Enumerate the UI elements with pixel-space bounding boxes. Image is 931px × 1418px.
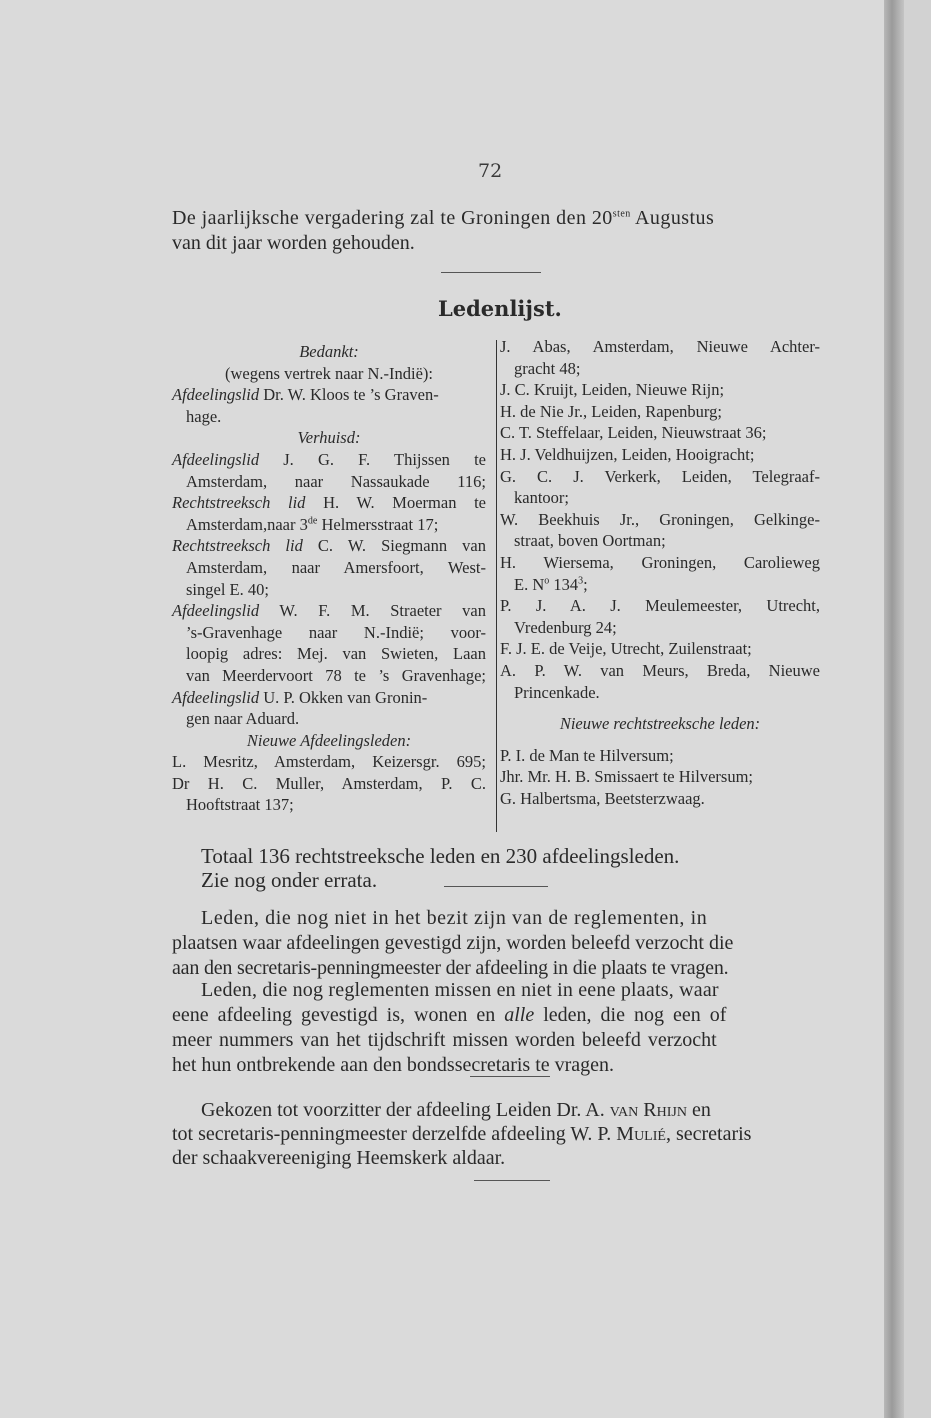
- paragraph-2-line-4: het hun ontbrekende aan den bondssecretaris te vragen.: [172, 1054, 615, 1076]
- list-item-cont: gen naar Aduard.: [186, 709, 300, 729]
- list-item-cont: Amsterdam, naar Amersfoort, West-: [186, 557, 486, 577]
- list-item: H. de Nie Jr., Leiden, Rapenburg;: [500, 401, 722, 421]
- list-item-cont: ’s-Gravenhage naar N.-Indië; voor-: [186, 622, 486, 642]
- list-item-cont: Princenkade.: [514, 682, 600, 702]
- list-item-cont: Hooftstraat 137;: [186, 795, 294, 815]
- paragraph-2-line-1: Leden, die nog reglementen missen en niet in eene plaats, waar: [201, 979, 719, 1001]
- list-item: J. C. Kruijt, Leiden, Nieuwe Rijn;: [500, 380, 725, 400]
- list-item: Dr H. C. Muller, Amsterdam, P. C.: [172, 773, 486, 793]
- list-item: G. Halbertsma, Beetsterzwaag.: [500, 788, 705, 808]
- intro-line-2: van dit jaar worden gehouden.: [172, 232, 415, 254]
- list-item: Afdeelingslid J. G. F. Thijssen te: [172, 449, 486, 469]
- right-column: [500, 336, 820, 809]
- list-item: J. Abas, Amsterdam, Nieuwe Achter-: [500, 337, 820, 356]
- list-item: Rechtstreeksch lid H. W. Moerman te: [172, 493, 487, 513]
- divider-rule: [470, 1076, 550, 1077]
- paragraph-1-line-1: Leden, die nog niet in het bezit zijn van de reglementen, in: [201, 907, 708, 929]
- nieuwe-afdeelingsleden-heading: Nieuwe Afdeelingsleden:: [246, 730, 412, 750]
- list-item: Rechtstreeksch lid C. W. Siegmann van: [172, 536, 486, 556]
- list-item: H. Wiersema, Groningen, Carolieweg: [500, 552, 820, 572]
- list-item: Afdeelingslid U. P. Okken van Gronin-: [172, 687, 428, 707]
- verhuisd-heading: Verhuisd:: [297, 428, 361, 448]
- intro-line-1: De jaarlijksche vergadering zal te Groningen den $20^{sten}$ Augustus: [172, 207, 715, 229]
- list-item: Afdeelingslid W. F. M. Straeter van: [172, 601, 486, 621]
- list-item-cont: straat, boven Oortman;: [514, 531, 666, 551]
- list-item-cont: loopig adres: Mej. van Swieten, Laan: [186, 644, 486, 664]
- list-item-cont: Vredenburg 24;: [514, 617, 617, 637]
- list-item: C. T. Steffelaar, Leiden, Nieuwstraat 36;: [500, 423, 767, 443]
- divider-rule: [441, 272, 541, 273]
- list-item-cont: hage.: [186, 406, 222, 426]
- list-item: W. Beekhuis Jr., Groningen, Gelkinge-: [500, 509, 820, 529]
- list-item: H. J. Veldhuijzen, Leiden, Hooigracht;: [500, 444, 755, 464]
- bedankt-heading: Bedankt:: [299, 342, 359, 361]
- list-item-cont: singel E. 40;: [186, 579, 269, 599]
- section-heading: Ledenlijst.: [438, 296, 562, 321]
- totaal-line: Totaal 136 rechtstreeksche leden en 230 afdeelingsleden.: [201, 844, 680, 868]
- list-item-cont: gracht 48;: [514, 358, 581, 378]
- list-item: L. Mesritz, Amsterdam, Keizersgr. 695;: [172, 752, 486, 772]
- list-item: Afdeelingslid Dr. W. Kloos te ’s Graven-: [172, 385, 439, 405]
- divider-rule: [474, 1180, 550, 1181]
- list-item: G. C. J. Verkerk, Leiden, Telegraaf-: [500, 466, 820, 486]
- paragraph-1-line-3: aan den secretaris-penningmeester der afdeeling in die plaats te vragen.: [172, 957, 729, 979]
- left-column: [172, 341, 486, 816]
- errata-note: Zie nog onder errata.: [201, 868, 378, 892]
- divider-rule: [444, 886, 548, 887]
- paragraph-3-line-2: tot secretaris-penningmeester derzelfde afdeeling W. P. Mulié, secretaris: [172, 1123, 752, 1145]
- page-number: 72: [478, 160, 503, 182]
- bedankt-reason: (wegens vertrek naar N.-Indië):: [225, 363, 433, 383]
- list-item-cont: van Meerdervoort 78 te ’s Gravenhage;: [186, 665, 486, 685]
- paragraph-1-line-2: plaatsen waar afdeelingen gevestigd zijn, worden beleefd verzocht die: [172, 932, 734, 954]
- list-item-cont: kantoor;: [514, 488, 569, 508]
- paragraph-2-line-3: meer nummers van het tijdschrift missen worden beleefd verzocht: [172, 1029, 717, 1051]
- list-item: P. I. de Man te Hilversum;: [500, 745, 674, 765]
- page-edge: [884, 0, 904, 1418]
- paragraph-3-line-1: Gekozen tot voorzitter der afdeeling Leiden Dr. A. van Rhijn en: [201, 1099, 711, 1121]
- nieuwe-rechtstreeksche-heading: Nieuwe rechtstreeksche leden:: [559, 714, 761, 734]
- next-page-margin: [904, 0, 931, 1418]
- column-divider: [496, 340, 497, 832]
- list-item-cont: Amsterdam,naar 3de Helmersstraat 17;: [186, 514, 439, 534]
- list-item: Jhr. Mr. H. B. Smissaert te Hilversum;: [500, 767, 753, 787]
- paragraph-2-line-2: eene afdeeling gevestigd is, wonen en alle leden, die nog een of: [172, 1004, 727, 1026]
- list-item: F. J. E. de Veije, Utrecht, Zuilenstraat;: [500, 639, 752, 659]
- paragraph-3-line-3: der schaakvereeniging Heemskerk aldaar.: [172, 1147, 506, 1169]
- list-item-cont: Amsterdam, naar Nassaukade 116;: [186, 471, 486, 491]
- list-item-cont: E. $N^o$ $134^3$;: [514, 574, 588, 594]
- list-item: A. P. W. van Meurs, Breda, Nieuwe: [500, 660, 820, 680]
- list-item: P. J. A. J. Meulemeester, Utrecht,: [500, 596, 820, 616]
